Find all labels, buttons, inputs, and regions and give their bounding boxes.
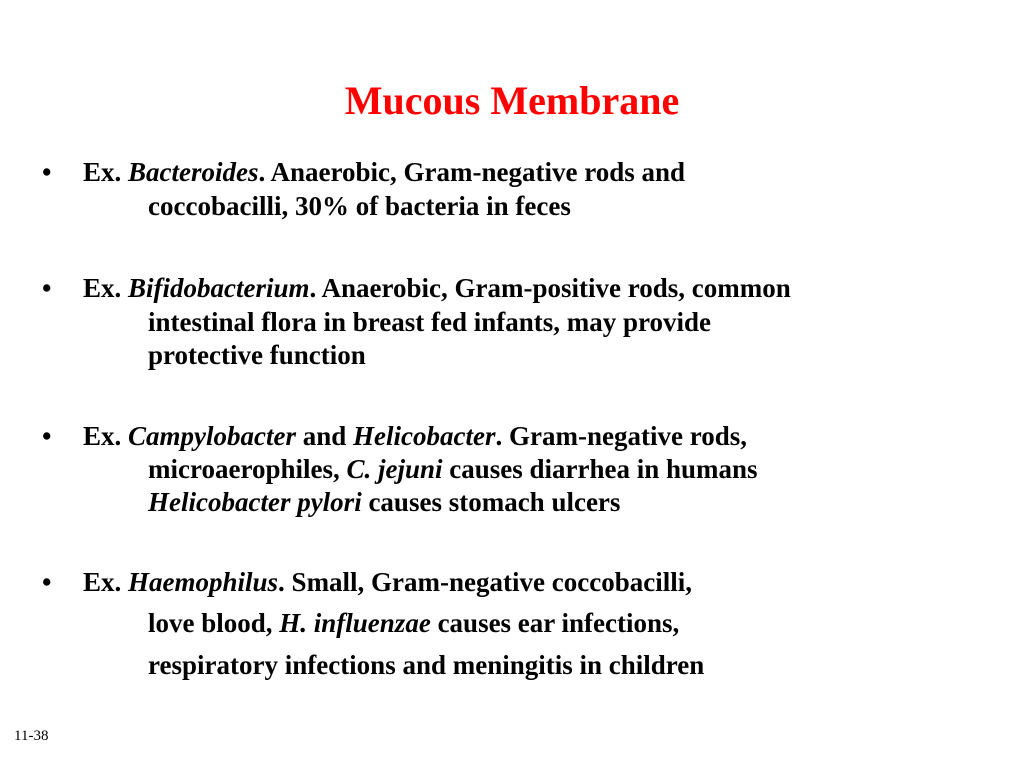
bullet-line: intestinal flora in breast fed infants, may provide [148, 307, 712, 337]
bullet-line: respiratory infections and meningitis in children [148, 650, 705, 680]
bullet-marker: • [42, 273, 52, 303]
description-text: love blood, [148, 608, 280, 638]
conjunction-text: and [296, 421, 354, 451]
description-text: causes diarrhea in humans [442, 454, 758, 484]
bullet-line [148, 452, 758, 486]
description-text: . Small, Gram-negative coccobacilli, [278, 567, 692, 597]
bullet-marker: • [42, 421, 52, 451]
description-text: causes ear infections, [430, 608, 680, 638]
genus-name: Helicobacter [353, 421, 496, 451]
species-name: H. influenzae [279, 608, 431, 638]
bullet-line: coccobacilli, 30% of bacteria in feces [148, 191, 571, 221]
bullet-line: protective function [148, 340, 366, 370]
description-text: . Anaerobic, Gram-positive rods, common [309, 273, 791, 303]
example-prefix: Ex. [83, 421, 129, 451]
bullet-line [83, 565, 692, 599]
bullet-line [83, 155, 685, 189]
genus-name: Haemophilus [128, 567, 279, 597]
bullet-line [148, 606, 679, 640]
example-prefix: Ex. [83, 567, 129, 597]
bullet-marker: • [42, 567, 52, 597]
description-text: microaerophiles, [148, 454, 347, 484]
species-name: C. jejuni [346, 454, 443, 484]
genus-name: Bacteroides [128, 157, 259, 187]
slide-page-number: 11-38 [14, 728, 49, 744]
example-prefix: Ex. [83, 157, 129, 187]
bullet-line [148, 485, 620, 519]
slide-title: Mucous Membrane [344, 78, 680, 123]
bullet-line [83, 419, 747, 453]
species-name: Helicobacter pylori [148, 487, 362, 517]
description-text: . Gram-negative rods, [495, 421, 747, 451]
bullet-line [83, 271, 791, 305]
bullet-marker: • [42, 157, 52, 187]
genus-name: Bifidobacterium [128, 273, 310, 303]
example-prefix: Ex. [83, 273, 129, 303]
genus-name: Campylobacter [128, 421, 296, 451]
description-text: causes stomach ulcers [361, 487, 621, 517]
description-text: . Anaerobic, Gram-negative rods and [258, 157, 686, 187]
